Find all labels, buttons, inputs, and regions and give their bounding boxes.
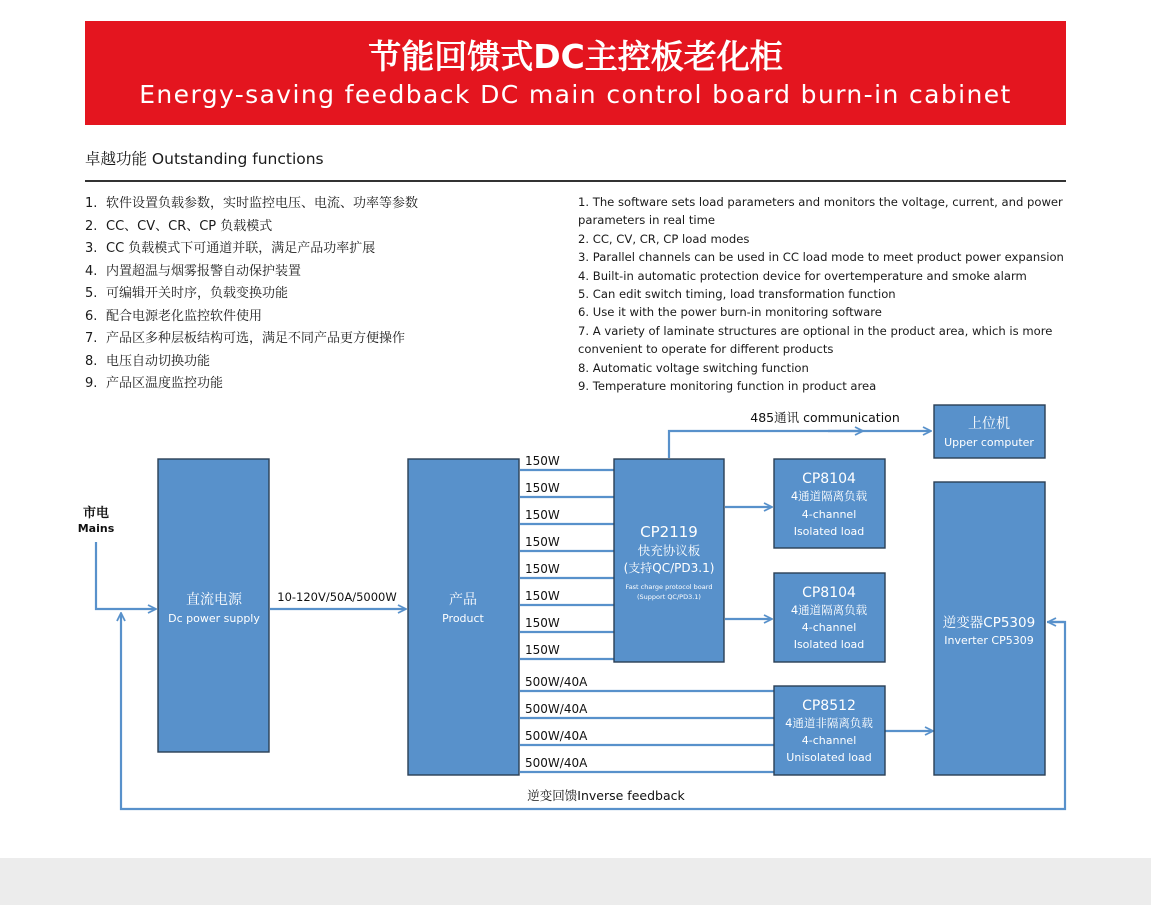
cp8104-a-label-cn: 4通道隔离负载: [790, 489, 868, 503]
comm-label: 485通讯 communication: [750, 410, 900, 425]
banner-title-cn: 节能回馈式DC主控板老化柜: [368, 37, 783, 76]
channel-150w-label: 150W: [525, 589, 560, 603]
cp8104-b-label-cn: 4通道隔离负载: [790, 603, 868, 617]
channel-150w-label: 150W: [525, 454, 560, 468]
feature-item-cn: 5. 可编辑开关时序，负载变换功能: [85, 286, 289, 301]
dc-output-label: 10-120V/50A/5000W: [277, 590, 397, 604]
feature-item-cn: 3. CC 负载模式下可通道并联，满足产品功率扩展: [85, 241, 376, 256]
feature-item-cn: 6. 配合电源老化监控软件使用: [85, 308, 263, 324]
section-divider: [85, 180, 1066, 182]
feature-item-cn: 9. 产品区温度监控功能: [85, 376, 224, 391]
inverter-label-en: Inverter CP5309: [944, 634, 1034, 647]
comm-connector: [669, 431, 930, 458]
feature-item-cn: 7. 产品区多种层板结构可选，满足不同产品更方便操作: [85, 331, 406, 346]
feature-item-cn: 4. 内置超温与烟雾报警自动保护装置: [85, 263, 302, 279]
cp2119-label-en-support: (Support QC/PD3.1): [637, 593, 701, 601]
feature-item-cn: 8. 电压自动切换功能: [85, 353, 211, 369]
dc-supply-label-cn: 直流电源: [186, 592, 242, 608]
dc-supply-label-en: Dc power supply: [168, 612, 260, 625]
mains-label-cn: 市电: [82, 506, 110, 521]
channel-150w-label: 150W: [525, 616, 560, 630]
cp8104-b-model: CP8104: [802, 585, 856, 601]
features-list-en: [578, 193, 1068, 395]
channel-150w-label: 150W: [525, 643, 560, 657]
feature-item-cn: 2. CC、CV、CR、CP 负载模式: [85, 218, 273, 234]
feature-item-en: 6. Use it with the power burn-in monitoring software: [578, 305, 882, 320]
channel-150w-label: 150W: [525, 535, 560, 549]
cp8104-a-label-en1: 4-channel: [801, 508, 857, 521]
title-banner: [85, 21, 1066, 125]
upper-computer-label-cn: 上位机: [968, 416, 1010, 432]
mains-connector: [96, 542, 155, 609]
banner-title-en: Energy-saving feedback DC main control board burn-in cabinet: [139, 80, 1012, 109]
block-diagram: [0, 395, 1151, 835]
cp8512-label-cn: 4通道非隔离负载: [785, 716, 873, 730]
cp8512-label-en1: 4-channel: [801, 734, 857, 747]
feature-item-en: 5. Can edit switch timing, load transformation function: [578, 287, 896, 302]
feature-item-en: 2. CC, CV, CR, CP load modes: [578, 231, 750, 246]
feature-item-en: 9. Temperature monitoring function in product area: [578, 379, 877, 394]
channel-500w-label: 500W/40A: [525, 702, 588, 716]
product-label-en: Product: [442, 612, 484, 625]
channel-150w-label: 150W: [525, 562, 560, 576]
cp8512-label-en2: Unisolated load: [786, 751, 872, 764]
feature-item-en: 7. A variety of laminate structures are optional in the product area, which is more convenient to operate for different products: [578, 323, 1053, 357]
cp8104-b-label-en1: 4-channel: [801, 621, 857, 634]
cp8512-model: CP8512: [802, 698, 856, 714]
channel-500w-label: 500W/40A: [525, 756, 588, 770]
inverter-label-cn: 逆变器CP5309: [942, 615, 1036, 631]
cp2119-label-cn-support: (支持QC/PD3.1): [623, 561, 715, 575]
feature-item-cn: 1. 软件设置负载参数，实时监控电压、电流、功率等参数: [85, 196, 419, 211]
cp8104-a-label-en2: Isolated load: [793, 525, 865, 538]
cp8104-a-model: CP8104: [802, 471, 856, 487]
channel-150w-label: 150W: [525, 481, 560, 495]
feedback-label: 逆变回馈Inverse feedback: [527, 788, 685, 803]
feature-item-en: 1. The software sets load parameters and monitors the voltage, current, and power parameters in real time: [578, 195, 1063, 228]
cp2119-model: CP2119: [640, 523, 698, 541]
channel-500w-label: 500W/40A: [525, 729, 588, 743]
cp2119-label-en: Fast charge protocol board: [625, 583, 713, 591]
cp8104-b-label-en2: Isolated load: [793, 638, 865, 651]
footer-band: [0, 858, 1151, 905]
cp2119-label-cn: 快充协议板: [637, 543, 701, 558]
feature-item-en: 8. Automatic voltage switching function: [578, 360, 809, 375]
channel-500w-label: 500W/40A: [525, 675, 588, 689]
channel-150w-label: 150W: [525, 508, 560, 522]
mains-label-en: Mains: [77, 522, 115, 535]
features-list-cn: [85, 193, 418, 396]
feature-item-en: 3. Parallel channels can be used in CC load mode to meet product power expansion: [578, 250, 1064, 265]
product-label-cn: 产品: [449, 592, 477, 608]
upper-computer-label-en: Upper computer: [944, 436, 1034, 449]
feature-item-en: 4. Built-in automatic protection device for overtemperature and smoke alarm: [578, 268, 1027, 283]
section-heading: 卓越功能 Outstanding functions: [85, 150, 324, 168]
